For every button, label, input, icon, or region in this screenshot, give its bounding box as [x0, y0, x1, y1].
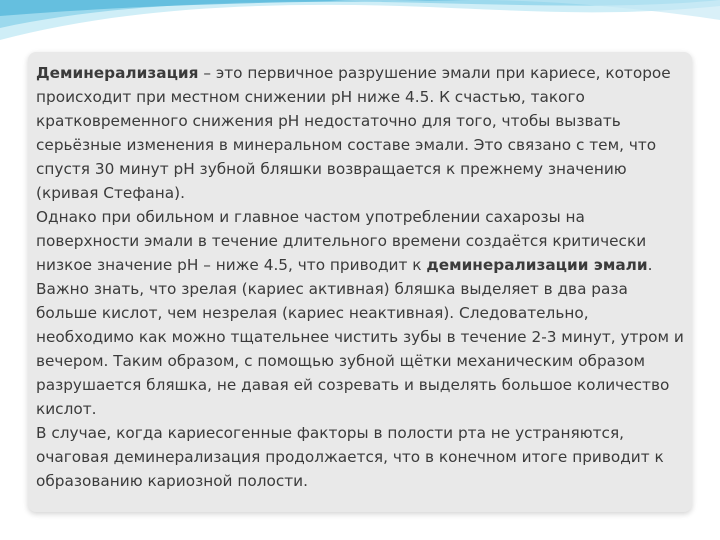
- definition-text: – это первичное разрушение эмали при кариесе, которое происходит при местном снижении pH ниже 4.5. К счастью, такого кратковременного снижения pH недостаточно для того, чтобы вызвать серьёзные изменения в минеральном составе эмали. Это связано с тем, что спустя 30 минут pH зубной бляшки возвращается к прежнему значению (кривая Стефана).: [36, 64, 671, 202]
- sucrose-text-before: Однако при обильном и главное частом употреблении сахарозы на поверхности эмали в течение длительного времени создаётся критически низкое значение pH – ниже 4.5, что приводит к: [36, 208, 647, 274]
- sucrose-text-after: . Важно знать, что зрелая (кариес активная) бляшка выделяет в два раза больше кислот, чем незрелая (кариес неактивная). Следовательно, необходимо как можно тщательнее чистить зубы в течение 2-3 минут, утром и вечером. Таким образом, с помощью зубной щётки механическим образом разрушается бляшка, не давая ей созревать и выделять большое количество кислот.: [36, 256, 684, 418]
- paragraph-sucrose: [36, 205, 691, 421]
- body-text: [36, 61, 691, 493]
- term-demineralization: Деминерализация: [36, 64, 199, 82]
- paragraph-caries-cavity: В случае, когда кариесогенные факторы в полости рта не устраняются, очаговая деминерализация продолжается, что в конечном итоге приводит к образованию кариозной полости.: [36, 424, 664, 490]
- paragraph-definition: [36, 61, 691, 205]
- emphasis-enamel-demineralization: деминерализации эмали: [426, 256, 648, 274]
